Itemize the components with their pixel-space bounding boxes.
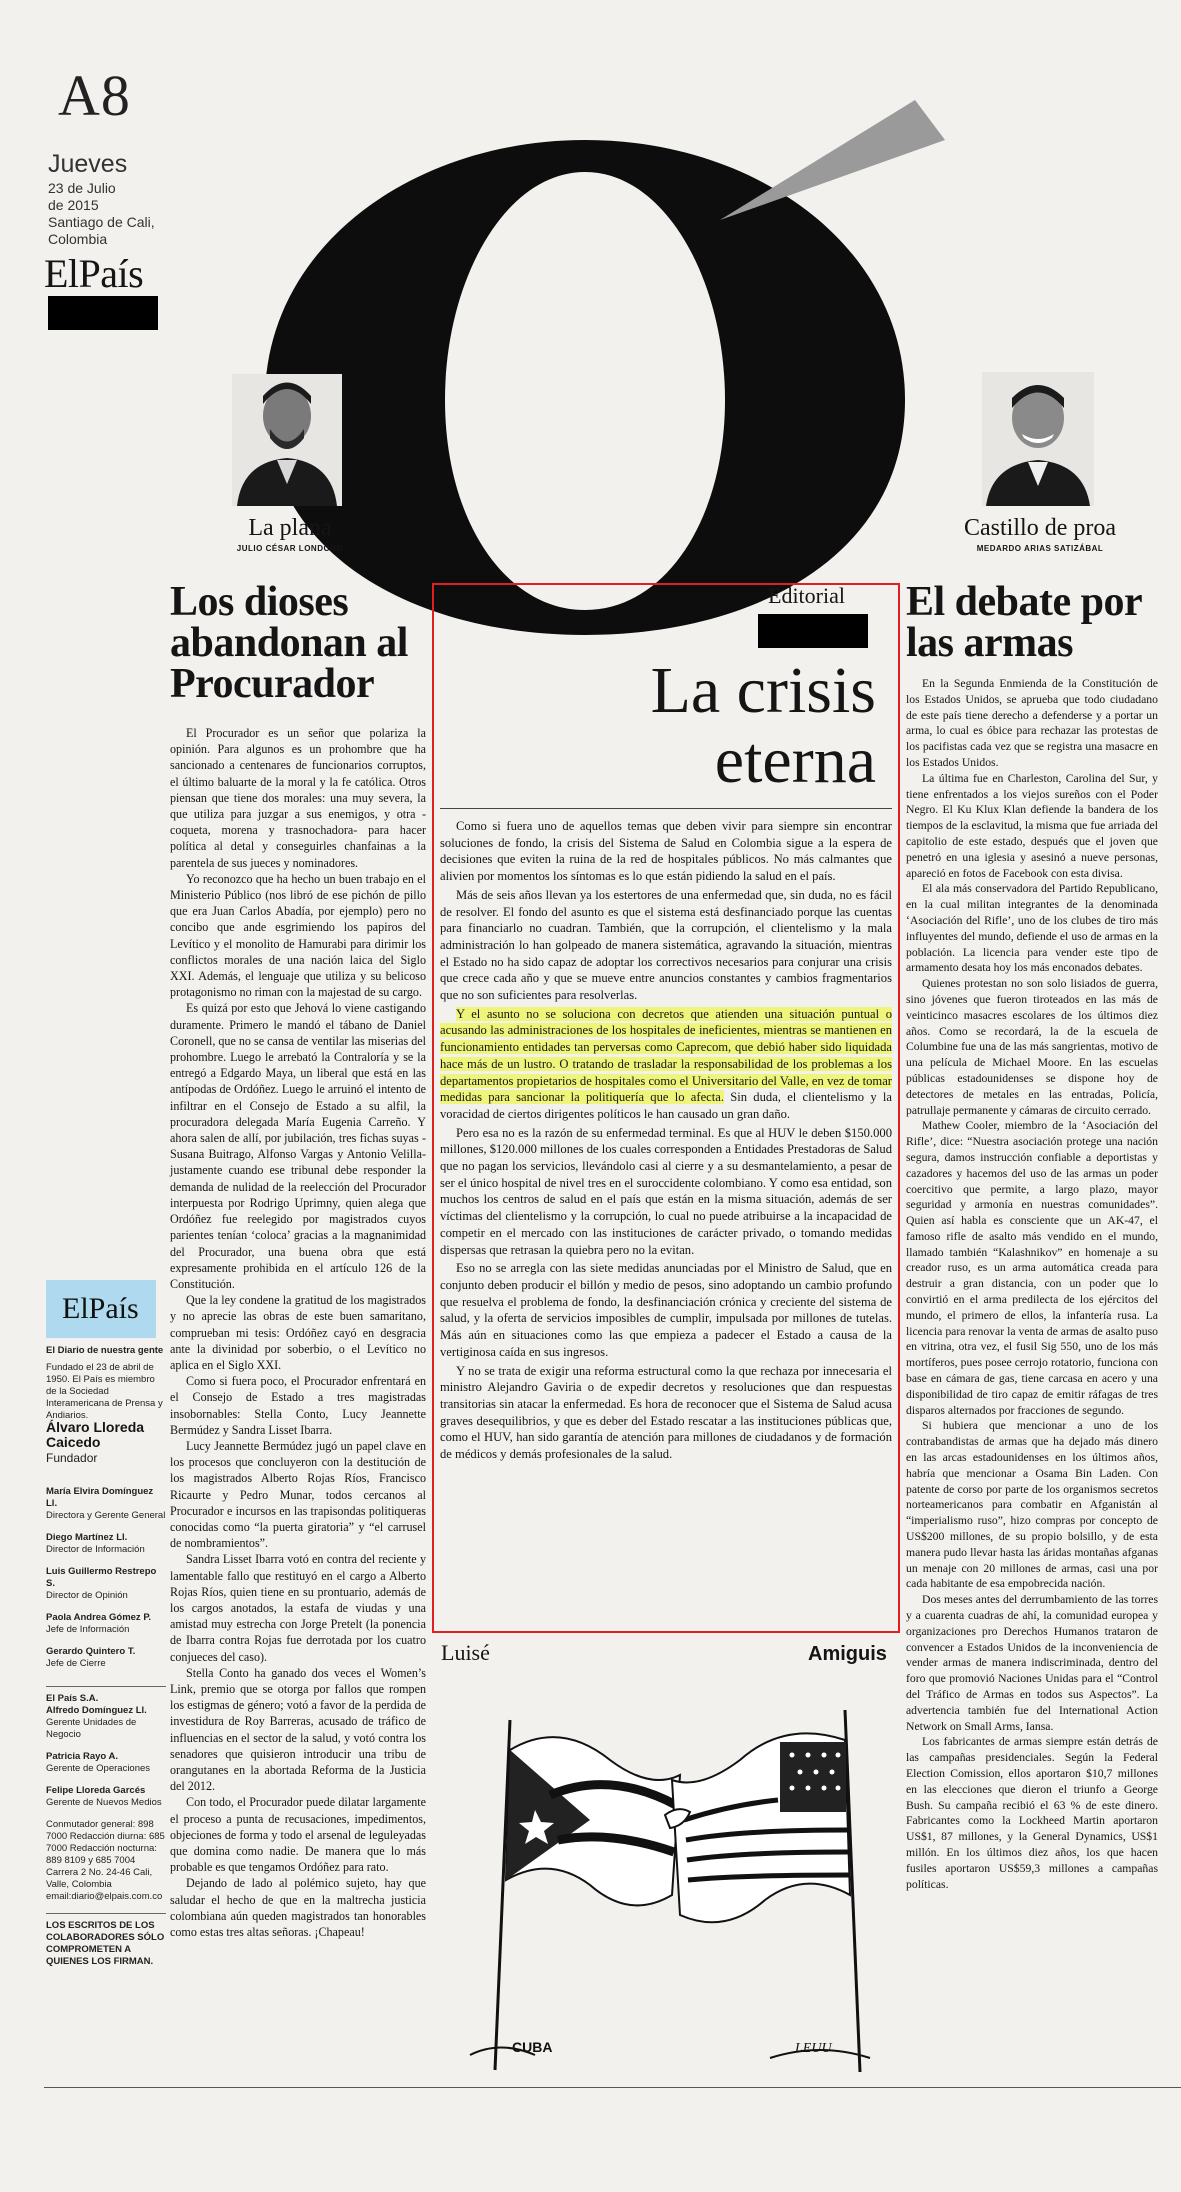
columnist-byline: JULIO CÉSAR LONDOÑO	[236, 544, 344, 553]
slogan: El Diario de nuestra gente	[46, 1345, 164, 1356]
staff-name: María Elvira Domínguez Ll.	[46, 1486, 154, 1509]
paragraph: Pero esa no es la razón de su enfermedad terminal. Es que al HUV le deben $150.000 millones, $120.000 millones de los cuales corresponden a Entidades Prestadoras de Salud que no pagan los servicios, llevándolo casi al cierre y a su desmantelamiento, a pesar de ser el único hospital de nivel tres en el suroccidente colombiano. Y como esa entidad, son muchos los centros de salud en el país que están en la misma situación, además de ser víctimas del clientelismo y la corrupción, lo cual no puede atribuirse a la incapacidad de competir en el mercado con las instituciones de carácter privado, o tomando medidas dispersas que retrasan la quiebra pero no la evitan.	[440, 1125, 892, 1257]
founder-name: Álvaro Lloreda Caicedo	[46, 1419, 145, 1450]
paragraph: Sandra Lisset Ibarra votó en contra del reciente y lamentable fallo que restituyó en el cargo a Alberto Rojas Ríos, quien tiene en su prontuario, además de los cargos anotados, la estafa de viudas y una amistad muy estrecha con Jorge Pretelt (la ponencia de Ibarra contra Rojas fue derrotada por los cuatro conjueces del caso).	[170, 1552, 426, 1664]
editorial-body	[440, 818, 892, 1465]
left-headline	[170, 579, 430, 707]
divider	[440, 808, 892, 809]
paragraph: Stella Conto ha ganado dos veces el Women’s Link, premio que se otorga por fallos que rompen los estigmas de género; votó a favor de la perdida de investidura de Roy Barreras, acusado de tráfico de influencias en el sector de la salud, y votó contra los senadores que quisieron introducir una tribu de orangutanes en la abortada Reforma de la Justicia del 2012.	[170, 1665, 426, 1794]
staff-name: Diego Martínez Ll.	[46, 1532, 128, 1543]
columnist-photo-right	[982, 372, 1094, 506]
editorial-title	[520, 656, 876, 796]
staff-role: Gerente de Operaciones	[46, 1763, 151, 1774]
cartoon-signature: LEUU	[795, 2041, 832, 2056]
headline-line: Los dioses	[170, 579, 349, 625]
staff-role: Jefe de Información	[46, 1624, 130, 1635]
logo: ElPaís	[62, 1292, 139, 1325]
paragraph: Más de seis años llevan ya los estertores de una enfermedad que, sin duda, no es fácil de resolver. El fondo del asunto es que el sistema está desfinanciado porque las cuentas para financiarlo no cuadran. También, que la corrupción, el clientelismo y la mala administración lo han golpeado de manera sistemática, agravando la situación, mientras el Estado no ha sido capaz de adoptar los correctivos necesarios para conjurar una crisis que crece cada año y que se mueve entre anuncios constantes y cambios fragmentarios que no son suficientes para resolverlas.	[440, 887, 892, 1003]
flag-label: CUBA	[512, 2039, 553, 2055]
paragraph: Eso no se arregla con las siete medidas anunciadas por el Ministro de Salud, que en conjunto deben producir el billón y medio de pesos, sino adoptando un cambio profundo que resuelva el problema de fondo, la desfinanciación crónica y creciente del sistema de salud, y la oferta de servicios imposibles de cumplir, impulsada por millones de tutelas. Más aún en situaciones como las que empieza a padecer el Estado a causa de la vertiginosa caída en sus ingresos.	[440, 1261, 892, 1359]
paragraph: Yo reconozco que ha hecho un buen trabajo en el Ministerio Público (nos libró de ese pichón de pillo que era Juan Carlos Abadía, por ejemplo) pero no concibo que ande esgrimiendo los papiros del Levítico y el monolito de Hamurabi para dirimir los conflictos morales de una nación laica del Siglo XXI. Además, el lenguaje que utiliza y su belicoso protagonismo no riman con la majestad de su cargo.	[170, 871, 426, 1000]
place-line: Santiago de Cali,	[48, 214, 155, 230]
date-line: de 2015	[48, 197, 99, 213]
column-name: La plana	[248, 515, 332, 541]
right-article-body	[906, 676, 1158, 1892]
paragraph: Y no se trata de exigir una reforma estructural como la que rechaza por innecesaria el ministro Alejandro Gaviria o de expedir decretos y resoluciones que dan respuestas transitorias sin atacar la enfermedad. Es hora de reconocer que el Sistema de Salud acusa graves desequilibrios, y que es deber del Estado rescatar a las instituciones públicas que, como el HUV, han sido garantía de atención para millones de ciudadanos y de formación de médicos y demás profesionales de la salud.	[440, 1363, 892, 1462]
paragraph: El Procurador es un señor que polariza la opinión. Para algunos es un prohombre que ha sancionado a centenares de funcionarios corruptos, el último baluarte de la moral y la fe católica. Otros piensan que tiene dos morales: una muy severa, la que utiliza para juzgar a sus enemigos, y otra -coqueta, morena y trasnochadora- para hacer política al detal y conseguirles chanfainas a la parentela de sus jueces y nominadores.	[170, 726, 426, 870]
cartoonist-name: Luisé	[441, 1640, 490, 1665]
paragraph-rest: Sin duda, el clientelismo y la voracidad de ciertos dirigentes políticos le han causado un gran daño.	[440, 1090, 892, 1121]
divider	[44, 2087, 1181, 2088]
paragraph: Los fabricantes de armas siempre están detrás de las campañas presidenciales. Según la Federal Election Comission, ellos aportaron $10,7 millones en las elecciones que dieron el triunfo a George Bush. Su campaña recibió el 63 % de este dinero. Fabricantes como la Lockheed Martin aportaron US$1, 87 millones, y la General Dynamics, US$1 millón. En los últimos diez años, los que hacen fusiles aportaron US$59,3 millones a campañas políticas.	[906, 1735, 1158, 1891]
staff-name: Paola Andrea Gómez P.	[46, 1612, 152, 1623]
paragraph: Si hubiera que mencionar a uno de los contrabandistas de armas que ha dejado más dinero en las arcas estadounidenses en los últimos años, habría que mencionar a Osama Bin Laden. Con patente de corso por parte de los organismos secretos norteamericanos para combatir en Afganistán al “imperialismo ruso”, hizo compras por concepto de US$200 millones, de su propio bolsillo, y de esta manera pudo llevar hasta las áridas montañas afganas un menaje con 20 millones de armas, casi una por cada habitante de esa empobrecida nación.	[906, 1419, 1158, 1591]
paragraph: El ala más conservadora del Partido Republicano, en la cual militan integrantes de la denominada ‘Asociación del Rifle’, uno de los clubes de tiro más influyentes del mundo, defiende el uso de armas en la población. La licencia para vender este tipo de armamento desata hoy los más enconados debates.	[906, 882, 1158, 975]
staff-role: Gerente de Nuevos Medios	[46, 1797, 162, 1808]
company-name: El País S.A.	[46, 1693, 99, 1704]
staff-role: Directora y Gerente General	[46, 1510, 166, 1521]
title-line: La crisis	[650, 654, 876, 727]
page-number: A8	[58, 63, 131, 128]
paragraph: Como si fuera poco, el Procurador enfrentará en el Consejo de Estado a tres magistradas insobornables: Stella Conto, Lucy Jeannette Bermúdez y Sandra Lisset Ibarra.	[170, 1374, 426, 1437]
staff-name: Gerardo Quintero T.	[46, 1646, 136, 1657]
paragraph: La última fue en Charleston, Carolina del Sur, y tiene enfrentados a los viejos sureños con el Poder Negro. El Ku Klux Klan defiende la bandera de los tiempos de la esclavitud, la misma que fue arriada del capitolio de este estado, después que el joven que penetró en una iglesia y asesinó a nueve personas, apareció en fotos de Facebook con esta divisa.	[906, 771, 1158, 880]
paragraph: En la Segunda Enmienda de la Constitución de los Estados Unidos, se aprueba que todo ciudadano de este país tiene derecho a defenderse y a portar un arma, lo cual es óbice para rechazar las protestas de los pacifistas cada vez que se registra una masacre en los Estados Unidos.	[906, 677, 1158, 769]
editorial-label: Editorial	[768, 583, 845, 608]
staff-name: Luis Guillermo Restrepo S.	[46, 1566, 157, 1589]
date-line: 23 de Julio	[48, 180, 116, 196]
headline-line: las armas	[906, 620, 1073, 666]
paragraph: Lucy Jeannette Bermúdez jugó un papel clave en los procesos que concluyeron con la destitución de los magistrados Alberto Rojas Ríos, Francisco Ricaurte y Pedro Munar, todos cercanos al Procurador e incursos en las trapisondas politiqueras conocidas como “la puerta giratoria” y “el carrusel de nombramientos”.	[170, 1438, 426, 1551]
paragraph	[440, 1006, 892, 1123]
staff-name: Patricia Rayo A.	[46, 1751, 118, 1762]
headline-line: Procurador	[170, 661, 375, 707]
columnist-photo-left	[232, 374, 342, 506]
disclaimer: LOS ESCRITOS DE LOS COLABORADORES SÓLO COMPROMETEN A QUIENES LOS FIRMAN.	[46, 1913, 166, 1968]
paragraph: Con todo, el Procurador puede dilatar largamente el proceso a punta de recusaciones, impedimentos, objeciones de forma y todo el arsenal de leguleyadas que domina como nadie. De manera que lo más probable es que tengamos Ordóñez para rato.	[170, 1795, 426, 1875]
title-line: eterna	[714, 724, 876, 797]
paragraph: Que la ley condene la gratitud de los magistrados y no aprecie las obras de este buen samaritano, comprueban mi tesis: Ordóñez cayó en desgracia ante la divinidad por soberbio, o el Levítico no aplica en el Siglo XXI.	[170, 1293, 426, 1372]
staff-name: Felipe Lloreda Garcés	[46, 1785, 146, 1796]
paragraph: Es quizá por esto que Jehová lo viene castigando duramente. Primero le mandó el tábano de Daniel Coronell, que no se cansa de ventilar las miserias del prohombre. Luego le arrebató la Contraloría y se la entregó a Edgardo Maya, un liberal que está en las antípodas de Ordóñez. Luego le arruinó el intento de infiltrar en el Consejo de Estado a su alfil, la procuradora delegada María Eugenia Carreño. Y ahora salen de allí, por jubilación, tres fichas suyas -Susana Buitrago, Alfonso Vargas y Antonio Velilla- justamente cuando ese tribunal debe responder la demanda de nulidad de la reelección del Procurador interpuesta por Rodrigo Uprimny, quien alega que Ordóñez fue reelegido por magistrados cuyos parientes tenían ‘coloca’ gracias a la magnanimidad del Procurador, una buena obra que está expresamente prohibida en el artículo 126 de la Constitución.	[170, 1001, 426, 1291]
staff-role: Gerente Unidades de Negocio	[46, 1717, 137, 1740]
paragraph: Como si fuera uno de aquellos temas que deben vivir para siempre sin encontrar soluciones de fondo, la crisis del Sistema de Salud en Colombia sigue a la espera de decisiones que eviten la ruina de la red de hospitales públicos. No más calmantes que alivien por momentos los síntomas es lo que están pidiendo la salud en el país.	[440, 819, 892, 884]
headline-line: El debate por	[906, 579, 1143, 625]
paragraph: Mathew Cooler, miembro de la ‘Asociación del Rifle’, dice: “Nuestra asociación protege una nación segura, damos instrucción confiable a deportistas y cazadores y hacemos del uso de las armas un poder coercitivo que permite, a largo plazo, mayor seguridad y armonía en nuestras comunidades”. Quien así habla es consciente que un AK-47, el famoso rifle de asalto más vendido en el mundo, llamado también “Kalashnikov” en homenaje a su creador ruso, es un arma automática creada para destruir a gran distancia, con un poder que lo convirtió en el arma predilecta de los ejércitos del mundo, el primero de ellos, la infantería rusa. La licencia para renovar la venta de armas de asalto puso en vitrina, otra vez, el fusil Sig 550, uno de los más mortíferos, pues posee cerrojo rotatorio, funciona con base en cámara de gas, tiene carcasa en acero y una disponibilidad de tiro capaz de emitir ráfagas de tres disparos alternados por fracciones de segundo.	[906, 1119, 1158, 1417]
section-letter-o-icon	[225, 80, 945, 640]
column-name: Castillo de proa	[964, 515, 1116, 541]
headline-line: abandonan al	[170, 620, 408, 666]
redacted-block	[48, 296, 158, 330]
staff-name: Alfredo Domínguez Ll.	[46, 1705, 147, 1716]
weekday: Jueves	[48, 150, 128, 178]
staff-role: Jefe de Cierre	[46, 1658, 106, 1669]
columnist-byline: MEDARDO ARIAS SATIZÁBAL	[976, 544, 1104, 553]
founded-note: Fundado el 23 de abril de 1950. El País es miembro de la Sociedad Interamericana de Prensa y Andiarios.	[46, 1362, 163, 1421]
paragraph: Quienes protestan no son solo lisiados de guerra, sino jóvenes que fueron tiroteados en las más de veinticinco masacres escolares de los últimos diez años. Como se recordará, la de la escuela de Columbine fue una de las más sangrientas, motivo de una película de Michael Moore. En las escuelas públicas estadounidenses se dispone hoy de detectores de metales en las entradas, Policía, patrullaje permanente y cámaras de circuito cerrado.	[906, 977, 1158, 1117]
left-article-body	[170, 725, 426, 1940]
right-headline	[906, 579, 1166, 666]
staff-list	[46, 1486, 166, 1968]
place-line: Colombia	[48, 231, 108, 247]
cartoon-flags-icon	[440, 1680, 892, 2075]
cartoon-title: Amiguis	[808, 1643, 887, 1665]
date-block	[48, 180, 155, 248]
paragraph: Dos meses antes del derrumbamiento de las torres y a cuarenta cuadras de ahí, la comunidad europea y organizaciones pro Derechos Humanos trataron de convencer a Estados Unidos de la inconveniencia de vender armas de manera indiscriminada, dentro del foro que promovió Naciones Unidas para el “Control del Tráfico de Armas en todos sus Aspectos”. La advertencia también fue del International Action Network on Small Arms, Iansa.	[906, 1593, 1158, 1733]
founder-role: Fundador	[46, 1451, 98, 1465]
paper-name: ElPaís	[44, 251, 144, 296]
redacted-block	[758, 614, 868, 648]
staff-role: Director de Información	[46, 1544, 145, 1555]
paragraph: Dejando de lado al polémico sujeto, hay que saludar el hecho de que en la maltrecha justicia colombiana aún queden magistrados tan honorables como estas tres altas señoras. ¡Chapeau!	[170, 1876, 426, 1940]
staff-role: Director de Opinión	[46, 1590, 128, 1601]
highlighted-text: Y el asunto no se soluciona con decretos que atienden una situación puntual o acusando las administraciones de los hospitales de ineficientes, mientras se mantienen en funcionamiento entidades tan perversas como Caprecom, que debió haber sido liquidada hace más de un lustro. O tratando de trasladar la responsabilidad de los problemas a los departamentos propietarios de hospitales como el Universitario del Valle, en vez de tomar medidas para sancionar la politiquería que lo afecta.	[440, 1006, 892, 1105]
contact-info: Conmutador general: 898 7000 Redacción diurna: 685 7000 Redacción nocturna: 889 8109 y 685 7004 Carrera 2 No. 24-46 Cali, Valle, Colombia email:diario@elpais.com.co	[46, 1819, 165, 1902]
